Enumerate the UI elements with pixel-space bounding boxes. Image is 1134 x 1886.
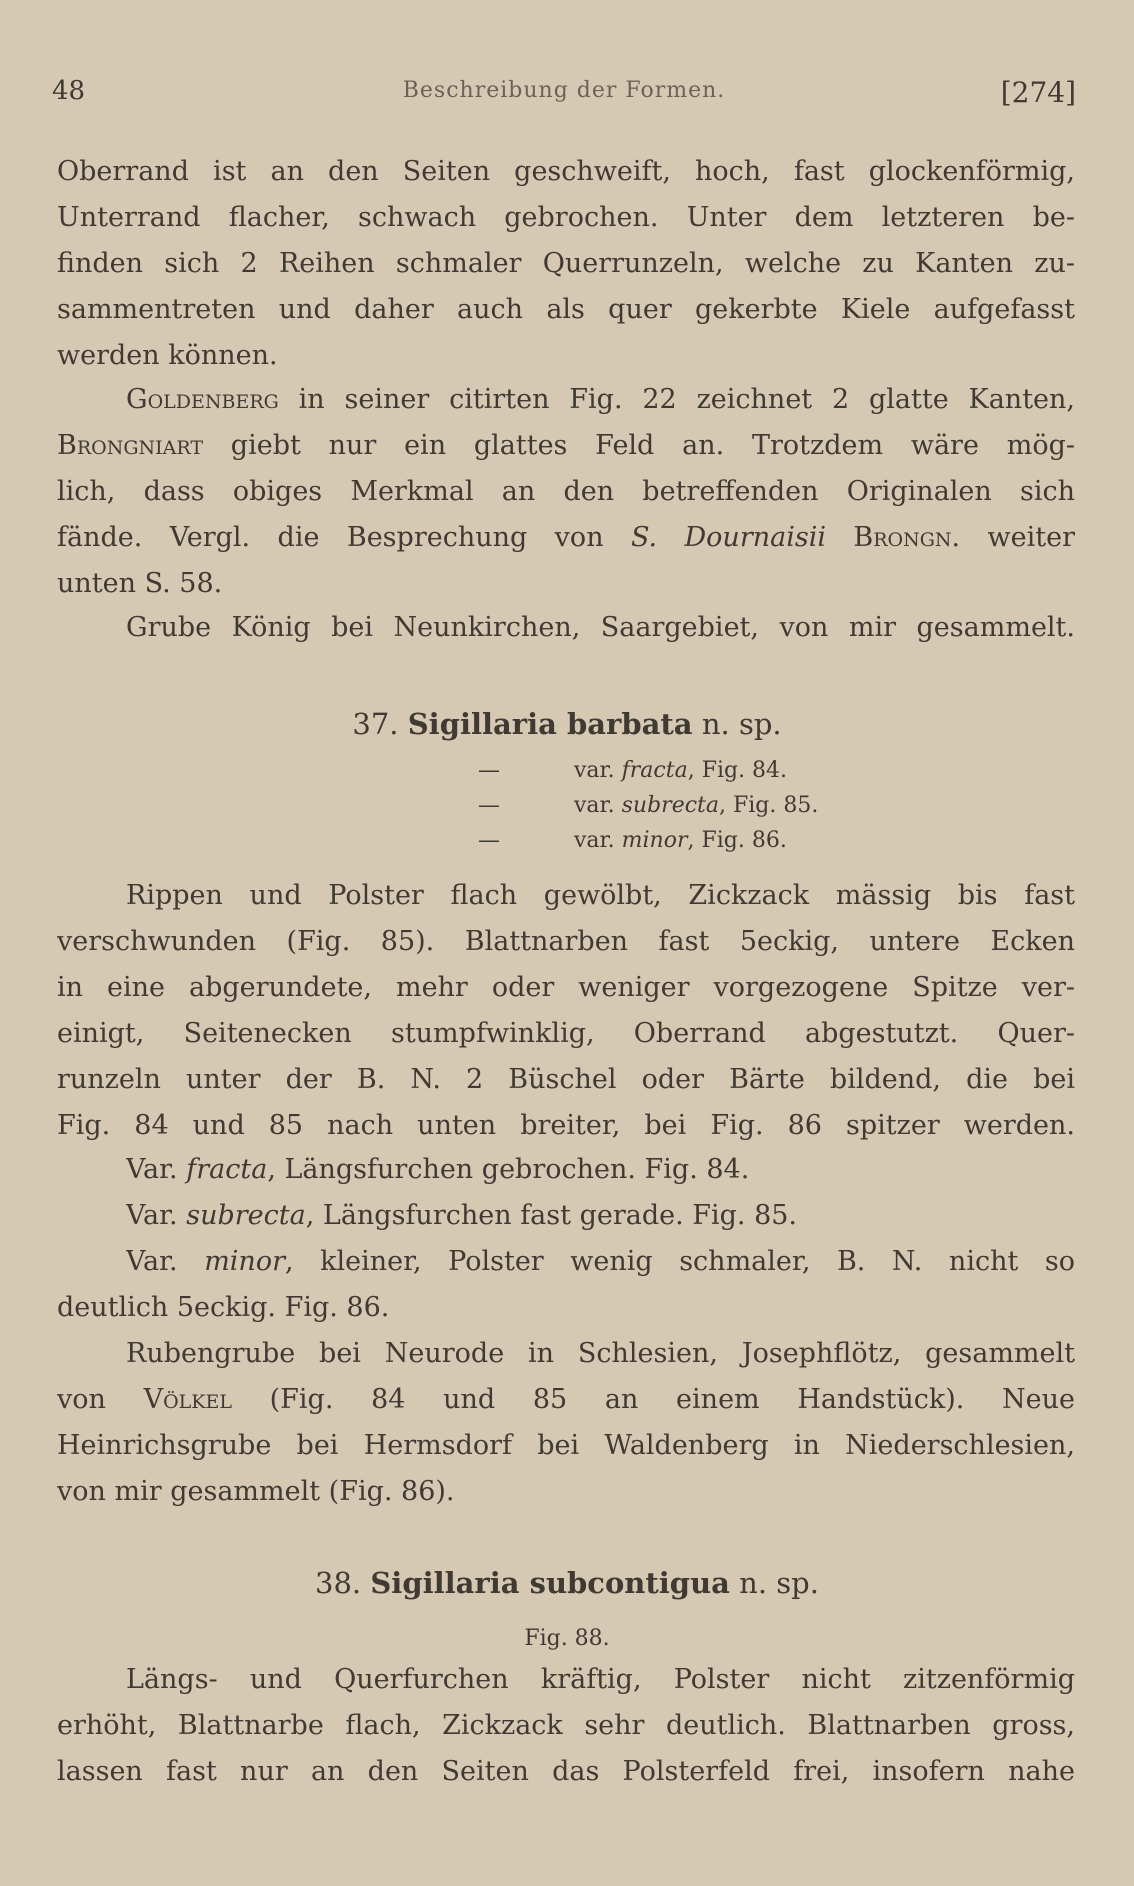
text-line: Brongniart giebt nur ein glattes Feld an. Trotzdem wäre mög-	[57, 430, 1075, 461]
variety-description: Var. minor, kleiner, Polster wenig schmaler, B. N. nicht so	[126, 1246, 1075, 1277]
page-header	[52, 76, 1076, 116]
text-line: Heinrichsgrube bei Hermsdorf bei Waldenberg in Niederschlesien,	[57, 1430, 1075, 1461]
text-line: Fig. 84 und 85 nach unten breiter, bei Fig. 86 spitzer werden.	[57, 1110, 1075, 1141]
text-line: von Völkel (Fig. 84 und 85 an einem Handstück). Neue	[57, 1384, 1075, 1415]
text-line: verschwunden (Fig. 85). Blattnarben fast 5eckig, untere Ecken	[57, 926, 1075, 957]
author-name: Brongniart	[57, 430, 204, 461]
species-title: Sigillaria subcontigua	[370, 1566, 730, 1600]
text-line: erhöht, Blattnarbe flach, Zickzack sehr deutlich. Blattnarben gross,	[57, 1710, 1075, 1741]
variety-description: Var. subrecta, Längsfurchen fast gerade. Fig. 85.	[126, 1200, 798, 1231]
page-number: 48	[52, 76, 86, 106]
text-line: unten S. 58.	[57, 568, 223, 599]
variety-description: Var. fracta, Längsfurchen gebrochen. Fig. 84.	[126, 1154, 750, 1185]
text-line: finden sich 2 Reihen schmaler Querrunzeln, welche zu Kanten zu-	[57, 248, 1075, 279]
text-line: Grube König bei Neunkirchen, Saargebiet, von mir gesammelt.	[126, 612, 1075, 643]
text-line: Rubengrube bei Neurode in Schlesien, Josephflötz, gesammelt	[126, 1338, 1075, 1369]
text-line: fände. Vergl. die Besprechung von S. Dournaisii Brongn. weiter	[57, 522, 1075, 553]
figure-reference: Fig. 88.	[524, 1626, 610, 1651]
species-name: S. Dournaisii	[631, 522, 826, 553]
text-line: von mir gesammelt (Fig. 86).	[57, 1476, 455, 1507]
running-title: Beschreibung der Formen.	[402, 78, 726, 103]
author-name: Goldenberg	[126, 384, 279, 415]
text-line: Längs- und Querfurchen kräftig, Polster nicht zitzenförmig	[126, 1664, 1075, 1695]
text-line: Unterrand flacher, schwach gebrochen. Unter dem letzteren be-	[57, 202, 1075, 233]
text-line: lassen fast nur an den Seiten das Polsterfeld frei, insofern nahe	[57, 1756, 1075, 1787]
text-line: sammentreten und daher auch als quer gekerbte Kiele aufgefasst	[57, 294, 1075, 325]
book-page: 48 Beschreibung der Formen. [274] Oberrand ist an den Seiten geschweift, hoch, fast glockenförmig, Unterrand flacher, schwach gebrochen. Unter dem letzteren be- finden sich 2 Reihen schmaler Querrunzeln, welche zu Kanten zu- sammentreten und daher auch als quer gekerbte Kiele aufgefasst werden können. Goldenberg in seiner citirten Fig. 22 zeichnet 2 glatte Kanten, Brongniart giebt nur ein glattes Feld an. Trotzdem wäre mög- lich, dass obiges Merkmal an den betreffenden Originalen sich fände. Vergl. die Besprechung von S. Dournaisii Brongn. weiter unten S. 58. Grube König bei Neunkirchen, Saargebiet, von mir gesammelt. 37. Sigillaria barbata n. sp. — var. fracta, Fig. 84. — var. subrecta, Fig. 85. — var. minor, Fig. 86. Rippen und Polster flach gewölbt, Zickzack mässig bis fast verschwunden (Fig. 85). Blattnarben fast 5eckig, untere Ecken in eine abgerundete, mehr oder weniger vorgezogene Spitze ver- einigt, Seitenecken stumpfwinklig, Oberrand abgestutzt. Quer- runzeln unter der B. N. 2 Büschel oder Bärte bildend, die bei Fig. 84 und 85 nach unten breiter, bei Fig. 86 spitzer werden. Var. fracta, Längsfurchen gebrochen. Fig. 84. Var. subrecta, Längsfurchen fast gerade. Fig. 85. Var. minor, kleiner, Polster wenig schmaler, B. N. nicht so deutlich 5eckig. Fig. 86. Rubengrube bei Neurode in Schlesien, Josephflötz, gesammelt von Völkel (Fig. 84 und 85 an einem Handstück). Neue Heinrichsgrube bei Hermsdorf bei Waldenberg in Niederschlesien, von mir gesammelt (Fig. 86). 38. Sigillaria subcontigua n. sp. Fig. 88. Längs- und Querfurchen kräftig, Polster nicht zitzenförmig erhöht, Blattnarbe flach, Zickzack sehr deutlich. Blattnarben gross, lassen fast nur an den Seiten das Polsterfeld frei, insofern nahe	[0, 0, 1134, 1886]
author-name: Völkel	[143, 1384, 232, 1415]
text-line: werden können.	[57, 340, 278, 371]
page-reference: [274]	[1000, 76, 1076, 109]
text-line: lich, dass obiges Merkmal an den betreffenden Originalen sich	[57, 476, 1075, 507]
text-line: Goldenberg in seiner citirten Fig. 22 zeichnet 2 glatte Kanten,	[126, 384, 1075, 415]
text-line: Rippen und Polster flach gewölbt, Zickzack mässig bis fast	[126, 880, 1075, 911]
text-line: Oberrand ist an den Seiten geschweift, hoch, fast glockenförmig,	[57, 156, 1075, 187]
text-line: deutlich 5eckig. Fig. 86.	[57, 1292, 390, 1323]
text-line: runzeln unter der B. N. 2 Büschel oder Bärte bildend, die bei	[57, 1064, 1075, 1095]
text-line: in eine abgerundete, mehr oder weniger vorgezogene Spitze ver-	[57, 972, 1075, 1003]
author-name: Brongn.	[825, 522, 961, 553]
section-heading-38: 38. Sigillaria subcontigua n. sp.	[315, 1566, 819, 1600]
species-title: Sigillaria barbata	[407, 707, 693, 741]
text-line: einigt, Seitenecken stumpfwinklig, Oberrand abgestutzt. Quer-	[57, 1018, 1075, 1049]
section-heading-37: 37. Sigillaria barbata n. sp.	[352, 707, 782, 741]
